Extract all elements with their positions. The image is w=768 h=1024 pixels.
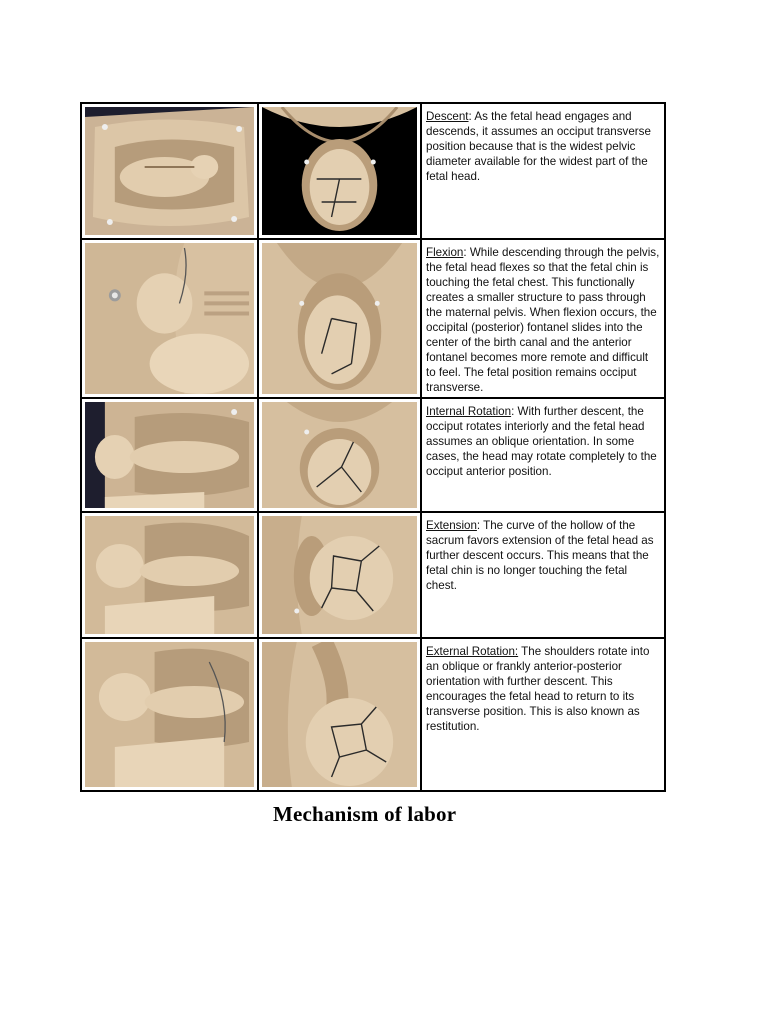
pelvis-model-inlet-photo	[259, 513, 420, 637]
inlet-view-photo-cell	[258, 239, 421, 398]
side-view-photo-cell	[81, 638, 258, 791]
pelvis-model-inlet-photo	[259, 639, 420, 790]
stage-description-cell	[421, 638, 665, 791]
table-row	[81, 512, 665, 638]
stage-term: Flexion	[426, 246, 464, 259]
inlet-view-photo-cell	[258, 638, 421, 791]
stage-description	[422, 399, 664, 481]
table-row	[81, 103, 665, 239]
pelvis-model-inlet-photo	[259, 240, 420, 397]
labor-stages-table	[80, 102, 666, 792]
stage-description-cell	[421, 239, 665, 398]
stage-description-cell	[421, 512, 665, 638]
stage-term: External Rotation:	[426, 645, 519, 658]
pelvis-model-inlet-photo	[259, 399, 420, 511]
stage-description	[422, 639, 664, 736]
stage-term: Extension	[426, 519, 477, 532]
stage-text: : With further descent, the occiput rotates interiorly and the fetal head assumes an oblique orientation. In some cases, the head may rotate completely to the occiput anterior position.	[426, 405, 657, 478]
figure-caption: Mechanism of labor	[273, 802, 457, 826]
pelvis-model-side-photo	[82, 399, 257, 511]
stage-text: : While descending through the pelvis, the fetal head flexes so that the fetal chin is touching the fetal chest. This functionally creates a smaller structure to pass through the maternal pelvis. When flexion occurs, the occipital (posterior) fontanel slides into the center of the birth canal and the anterior fontanel becomes more remote and difficult to feel. The fetal position remains occiput transverse.	[426, 246, 660, 394]
side-view-photo-cell	[81, 512, 258, 638]
stage-text: : As the fetal head engages and descends, it assumes an occiput transverse position because that is the widest pelvic diameter available for the widest part of the fetal head.	[426, 110, 651, 183]
side-view-photo-cell	[81, 239, 258, 398]
side-view-photo-cell	[81, 103, 258, 239]
stage-text: : The curve of the hollow of the sacrum favors extension of the fetal head as further descent occurs. This means that the fetal chin is no longer touching the fetal chest.	[426, 519, 654, 592]
stage-description	[422, 104, 664, 186]
inlet-view-photo-cell	[258, 398, 421, 512]
stage-text: The shoulders rotate into an oblique or frankly anterior-posterior orientation with further descent. This encourages the fetal head to return to its transverse position. This is also known as restitution.	[426, 645, 650, 733]
table-row	[81, 638, 665, 791]
pelvis-model-side-photo	[82, 639, 257, 790]
pelvis-model-side-photo	[82, 240, 257, 397]
inlet-view-photo-cell	[258, 103, 421, 239]
stage-description-cell	[421, 103, 665, 239]
inlet-view-photo-cell	[258, 512, 421, 638]
stage-term: Descent	[426, 110, 469, 123]
side-view-photo-cell	[81, 398, 258, 512]
pelvis-model-side-photo	[82, 104, 257, 238]
stage-description	[422, 513, 664, 595]
pelvis-model-inlet-photo	[259, 104, 420, 238]
table-row	[81, 239, 665, 398]
stage-description-cell	[421, 398, 665, 512]
table-row	[81, 398, 665, 512]
stage-term: Internal Rotation	[426, 405, 512, 418]
pelvis-model-side-photo	[82, 513, 257, 637]
stage-description	[422, 240, 664, 397]
